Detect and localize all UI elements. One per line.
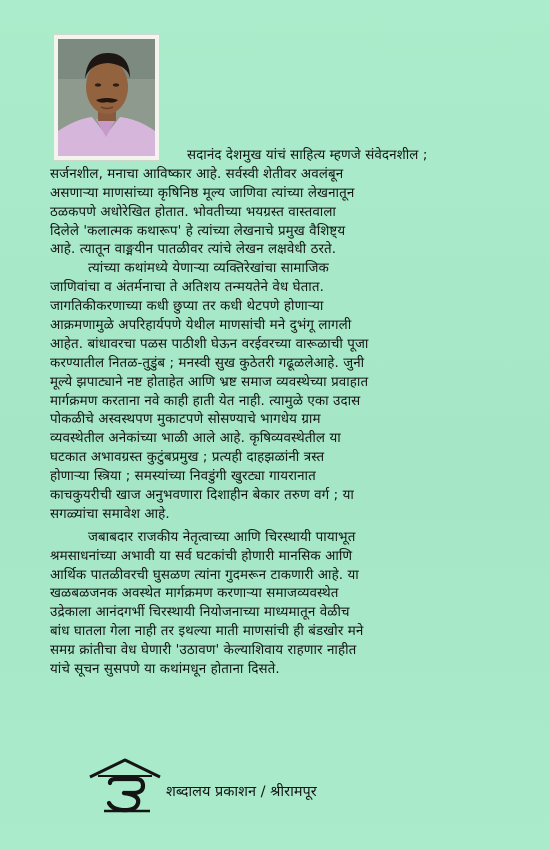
text-line: करण्यातील नितळ-तुडुंब ; मनस्वी सुख कुठेतरी गढूळलेआहे. जुनी (50, 355, 365, 371)
text-line: आक्रमणामुळे अपरिहार्यपणे येथील माणसांची मने दुभंगू लागली (50, 318, 352, 334)
text-line: मूल्ये झपाट्याने नष्ट होताहेत आणि भ्रष्ट समाज व्यवस्थेच्या प्रवाहात (50, 374, 369, 390)
author-photo-frame (54, 35, 159, 160)
text-line: आहेत. बांधावरचा पळस पाठीशी घेऊन वरईवरच्या वारूळाची पूजा (50, 336, 369, 352)
text-line: सर्जनशील, मनाचा आविष्कार आहे. सर्वस्वी शेतीवर अवलंबून (50, 166, 344, 182)
text-line: खळबळजनक अवस्थेत मार्गक्रमण करणाऱ्या समाजव्यवस्थेत (50, 586, 339, 602)
text-line: पोकळीचे अस्वस्थपण मुकाटपणे सोसण्याचे भागधेय ग्राम (50, 412, 321, 428)
text-line: जबाबदार राजकीय नेतृत्वाच्या आणि चिरस्थायी पायाभूत (88, 529, 356, 545)
text-line: त्यांच्या कथांमध्ये येणाऱ्या व्यक्तिरेखांचा सामाजिक (88, 261, 329, 277)
text-line: होणाऱ्या स्त्रिया ; समस्यांच्या निवडुंगी खुरट्या गायरानात (50, 469, 316, 485)
text-line: असणाऱ्या माणसांच्या कृषिनिष्ठ मूल्य जाणिवा त्यांच्या लेखनातून (50, 185, 355, 201)
text-line: यांचे सूचन सुसपणे या कथांमधून होताना दिसते. (50, 662, 280, 678)
text-line: सगळ्यांचा समावेश आहे. (50, 506, 170, 522)
text-line: घटकात अभावग्रस्त कुटुंबप्रमुख ; प्रत्यही दाहझळांनी त्रस्त (50, 450, 325, 466)
text-line: आहे. त्यातून वाङ्मयीन पातळीवर त्यांचे लेखन लक्षवेधी ठरते. (50, 242, 337, 258)
text-line: जागतिकीकरणाच्या कधी छुप्या तर कधी थेटपणे होणाऱ्या (50, 299, 324, 315)
text-line: उद्रेकाला आनंदगर्भी चिरस्थायी नियोजनाच्या माध्यमातून वेळीच (50, 605, 350, 621)
text-line: काचकुयरीची खाज अनुभवणारा दिशाहीन बेकार तरुण वर्ग ; या (50, 488, 354, 504)
text-line: जाणिवांचा व अंतर्मनाचा ते अतिशय तन्मयतेने वेध घेतात. (50, 280, 324, 296)
blurb-text (50, 147, 502, 680)
text-line: समग्र क्रांतीचा वेध घेणारी 'उठावण' केल्याशिवाय राहणार नाहीत (50, 643, 357, 659)
text-line: व्यवस्थेतील अनेकांच्या भाळी आले आहे. कृषिव्यवस्थेतील या (50, 431, 341, 447)
paragraph-1 (50, 147, 502, 260)
text-line: आर्थिक पातळीवरची घुसळण त्यांना गुदमरून टाकणारी आहे. या (50, 567, 359, 583)
text-line: दिलेले 'कलात्मक कथारूप' हे त्यांच्या लेखनाचे प्रमुख वैशिष्ट्य (50, 223, 346, 239)
text-line: मार्गक्रमण करताना नवे काही हाती येत नाही. त्यामुळे एका उदास (50, 393, 361, 409)
paragraph-2 (50, 260, 502, 524)
text-line: श्रमसाधनांच्या अभावी या सर्व घटकांची होणारी मानसिक आणि (50, 548, 353, 564)
publisher-name: शब्दालय प्रकाशन / श्रीरामपूर (166, 784, 317, 800)
publisher-footer (88, 757, 488, 817)
shabdalay-logo-icon (88, 757, 162, 815)
text-line: बांध घातला गेला नाही तर इथल्या माती माणसांची ही बंडखोर मने (50, 624, 364, 640)
text-line: ठळकपणे अधोरेखित होतात. भोवतीच्या भयग्रस्त वास्तवाला (50, 204, 336, 220)
author-photo (58, 39, 155, 156)
paragraph-3 (50, 529, 502, 680)
author-portrait-icon (58, 39, 155, 156)
text-line: सदानंद देशमुख यांचं साहित्य म्हणजे संवेदनशील ; (187, 148, 428, 163)
